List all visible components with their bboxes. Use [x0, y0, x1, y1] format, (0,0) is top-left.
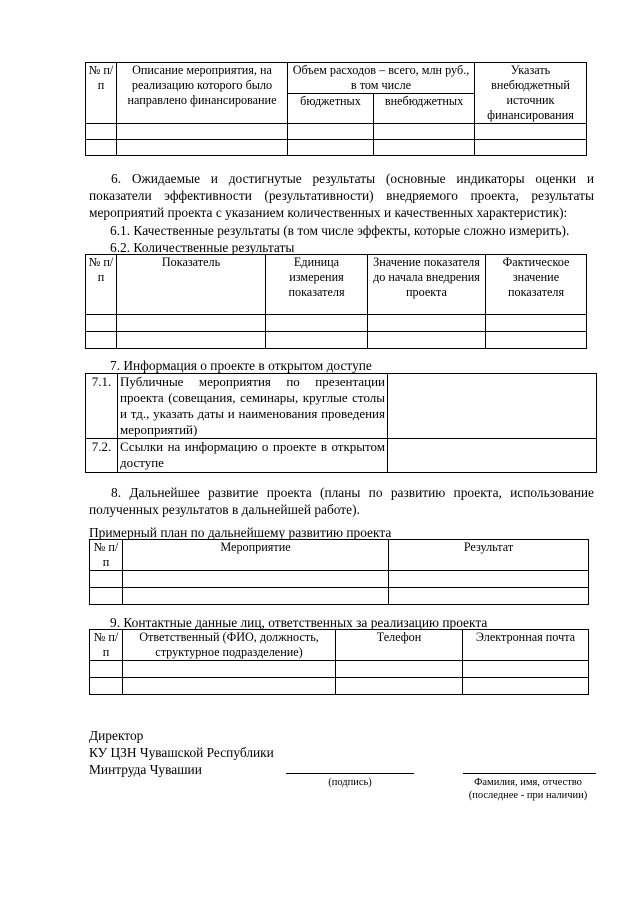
row-number-7-2: 7.2. [86, 439, 118, 473]
links-value [388, 439, 597, 473]
col-header-extrabudget: внебюджетных [374, 94, 475, 124]
signature-position [89, 727, 389, 778]
public-info-table [85, 373, 597, 473]
col-header-responsible: Ответственный (ФИО, должность, структурное подразделение) [123, 630, 336, 661]
col-header-number: № п/п [90, 540, 123, 571]
col-header-description: Описание мероприятия, на реализацию которого было направлено финансирование [117, 63, 288, 124]
section-8-text: 8. Дальнейшее развитие проекта (планы по развитию проекта, использование полученных результатов в дальнейшей работе). [89, 485, 594, 517]
public-events-label: Публичные мероприятия по презентации проекта (совещания, семинары, круглые столы и тд., указать даты и наименования проведения мероприятий) [118, 374, 388, 439]
row-number-7-1: 7.1. [86, 374, 118, 439]
col-header-budget: бюджетных [288, 94, 374, 124]
signature-line-director: Директор [89, 728, 144, 743]
table-row [90, 661, 589, 678]
col-header-result: Результат [389, 540, 589, 571]
table-row [86, 332, 587, 349]
signature-line-organization: КУ ЦЗН Чувашской Республики [89, 745, 274, 760]
name-caption-line2: (последнее - при наличии) [468, 790, 588, 801]
section-7-title: 7. Информация о проекте в открытом доступе [110, 358, 372, 373]
signature-caption: (подпись) [328, 777, 372, 788]
section-6-2: 6.2. Количественные результаты [110, 240, 295, 255]
name-caption-line1: Фамилия, имя, отчество [474, 777, 582, 788]
signature-line-ministry: Минтруда Чувашии [89, 762, 202, 777]
section-9-title: 9. Контактные данные лиц, ответственных за реализацию проекта [110, 615, 488, 630]
name-line [463, 773, 596, 774]
development-plan-table [89, 539, 589, 605]
section-6-1: 6.1. Качественные результаты (в том числе эффекты, которые сложно измерить). [110, 223, 570, 238]
signature-line [286, 773, 414, 774]
table-row [86, 315, 587, 332]
expenses-table [85, 62, 587, 156]
table-row [86, 124, 587, 140]
table-row [90, 678, 589, 695]
quantitative-results-table [85, 254, 587, 349]
name-caption [443, 776, 613, 802]
plan-title: Примерный план по дальнейшему развитию проекта [89, 525, 392, 540]
col-header-phone: Телефон [336, 630, 463, 661]
col-header-number: № п/п [86, 63, 117, 124]
col-header-number: № п/п [90, 630, 123, 661]
col-header-event: Мероприятие [123, 540, 389, 571]
table-row [90, 571, 589, 588]
table-row [86, 140, 587, 156]
col-header-source: Указать внебюджетный источник финансирования [475, 63, 587, 124]
section-6-text: 6. Ожидаемые и достигнутые результаты (основные индикаторы оценки и показатели эффективности (результативности) внедряемого проекта, результаты мероприятий проекта с указанием количественных и качественных характеристик): [89, 171, 594, 220]
col-header-indicator: Показатель [117, 255, 266, 315]
col-header-email: Электронная почта [463, 630, 589, 661]
col-header-before: Значение показателя до начала внедрения проекта [368, 255, 486, 315]
col-header-actual: Фактическое значение показателя [486, 255, 587, 315]
public-events-value [388, 374, 597, 439]
links-label: Ссылки на информацию о проекте в открытом доступе [118, 439, 388, 473]
col-header-volume: Объем расходов – всего, млн руб., в том числе [288, 63, 475, 94]
col-header-unit: Единица измерения показателя [266, 255, 368, 315]
col-header-number: № п/п [86, 255, 117, 315]
table-row [90, 588, 589, 605]
contacts-table [89, 629, 589, 695]
